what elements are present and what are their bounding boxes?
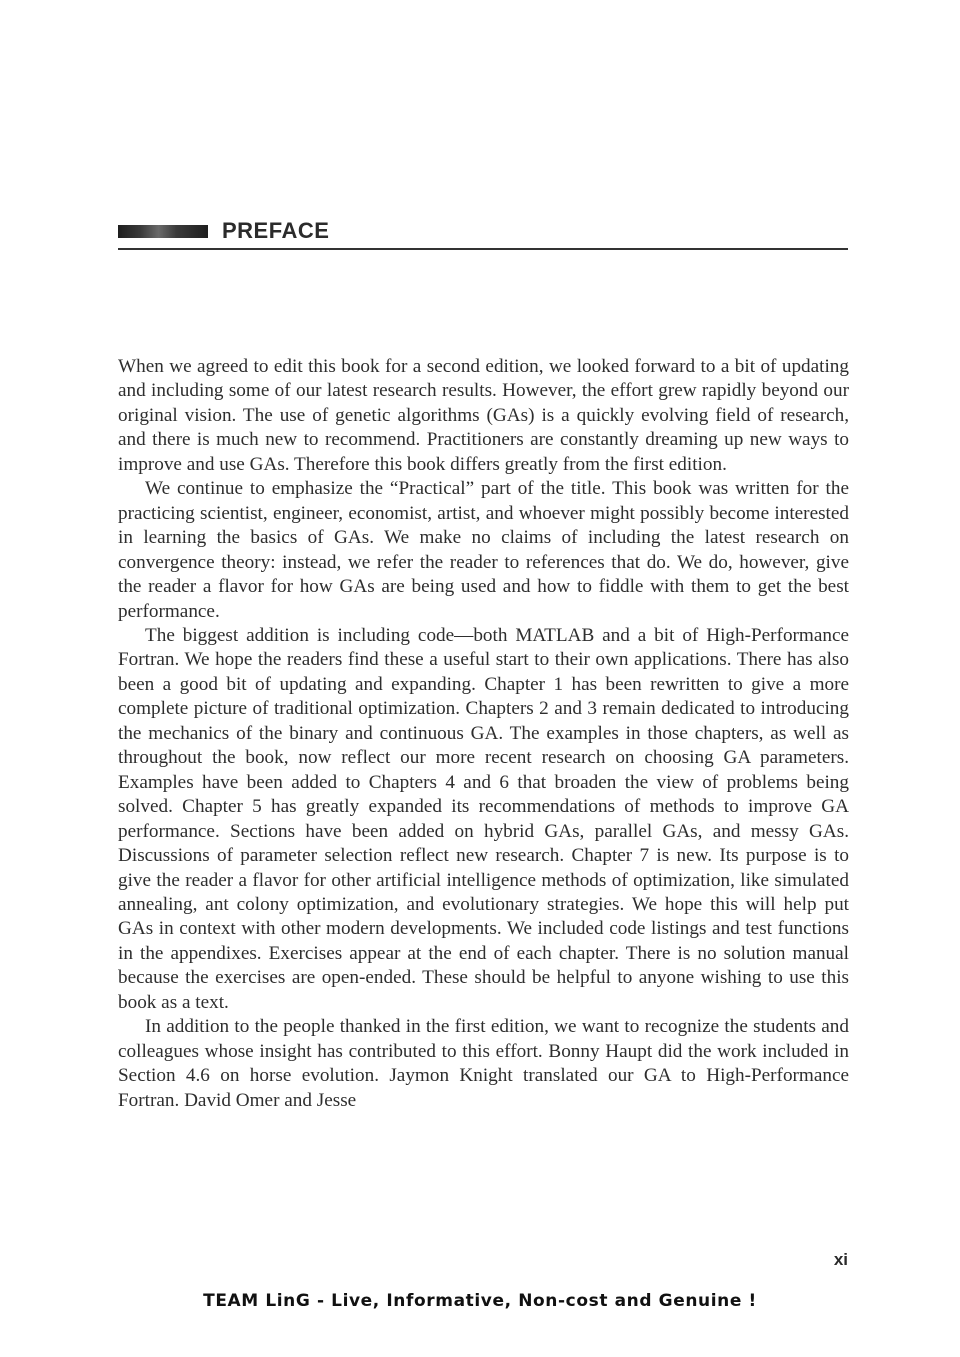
paragraph-2: We continue to emphasize the “Practical” part of the title. This book was written for the practicing scientist, engineer, economist, artist, and whoever might possibly become interested in learning the basics of GAs. We make no claims of including the latest research on convergence theory: instead, we refer the reader to references that do. We do, however, give the reader a flavor for how GAs are being used and how to fiddle with them to get the best performance. bbox=[118, 478, 849, 622]
paragraph-1: When we agreed to edit this book for a second edition, we looked forward to a bit of updating and including some of our latest research results. However, the effort grew rapidly beyond our original vision. The use of genetic algorithms (GAs) is a quickly evolving field of research, and there is much new to recommend. Practitioners are constantly dreaming up new ways to improve and use GAs. Therefore this book differs greatly from the first edition. bbox=[118, 356, 849, 475]
paragraph-4: In addition to the people thanked in the first edition, we want to recognize the students and colleagues whose insight has contributed to this effort. Bonny Haupt did the work included in Section 4.6 on horse evolution. Jaymon Knight translated our GA to High-Performance Fortran. David Omer and Jesse bbox=[118, 1016, 849, 1111]
page-number: xi bbox=[833, 1250, 848, 1269]
heading-rule bbox=[118, 248, 848, 250]
footer-banner: TEAM LinG - Live, Informative, Non-cost and Genuine ! bbox=[203, 1291, 757, 1311]
heading-decorative-bar bbox=[118, 225, 208, 238]
preface-body bbox=[118, 355, 849, 1113]
chapter-heading bbox=[118, 218, 848, 252]
paragraph-3: The biggest addition is including code—both MATLAB and a bit of High-Performance Fortran. We hope the readers find these a useful start to their own applications. There has also been a good bit of updating and expanding. Chapter 1 has been rewritten to give a more complete picture of traditional optimization. Chapters 2 and 3 remain dedicated to introducing the mechanics of the binary and continuous GA. The examples in those chapters, as well as throughout the book, now reflect our more recent research on choosing GA parameters. Examples have been added to Chapters 4 and 6 that broaden the view of problems being solved. Chapter 5 has greatly expanded its recommendations of methods to improve GA performance. Sections have been added on hybrid GAs, parallel GAs, and messy GAs. Discussions of parameter selection reflect new research. Chapter 7 is new. Its purpose is to give the reader a flavor for other artificial intelligence methods of optimization, like simulated annealing, ant colony optimization, and evolutionary strategies. We hope this will help put GAs in context with other modern developments. We included code listings and test functions in the appendixes. Exercises appear at the end of each chapter. There is no solution manual because the exercises are open-ended. These should be helpful to anyone wishing to use this book as a text. bbox=[118, 624, 849, 1013]
page-title: PREFACE bbox=[222, 218, 330, 243]
